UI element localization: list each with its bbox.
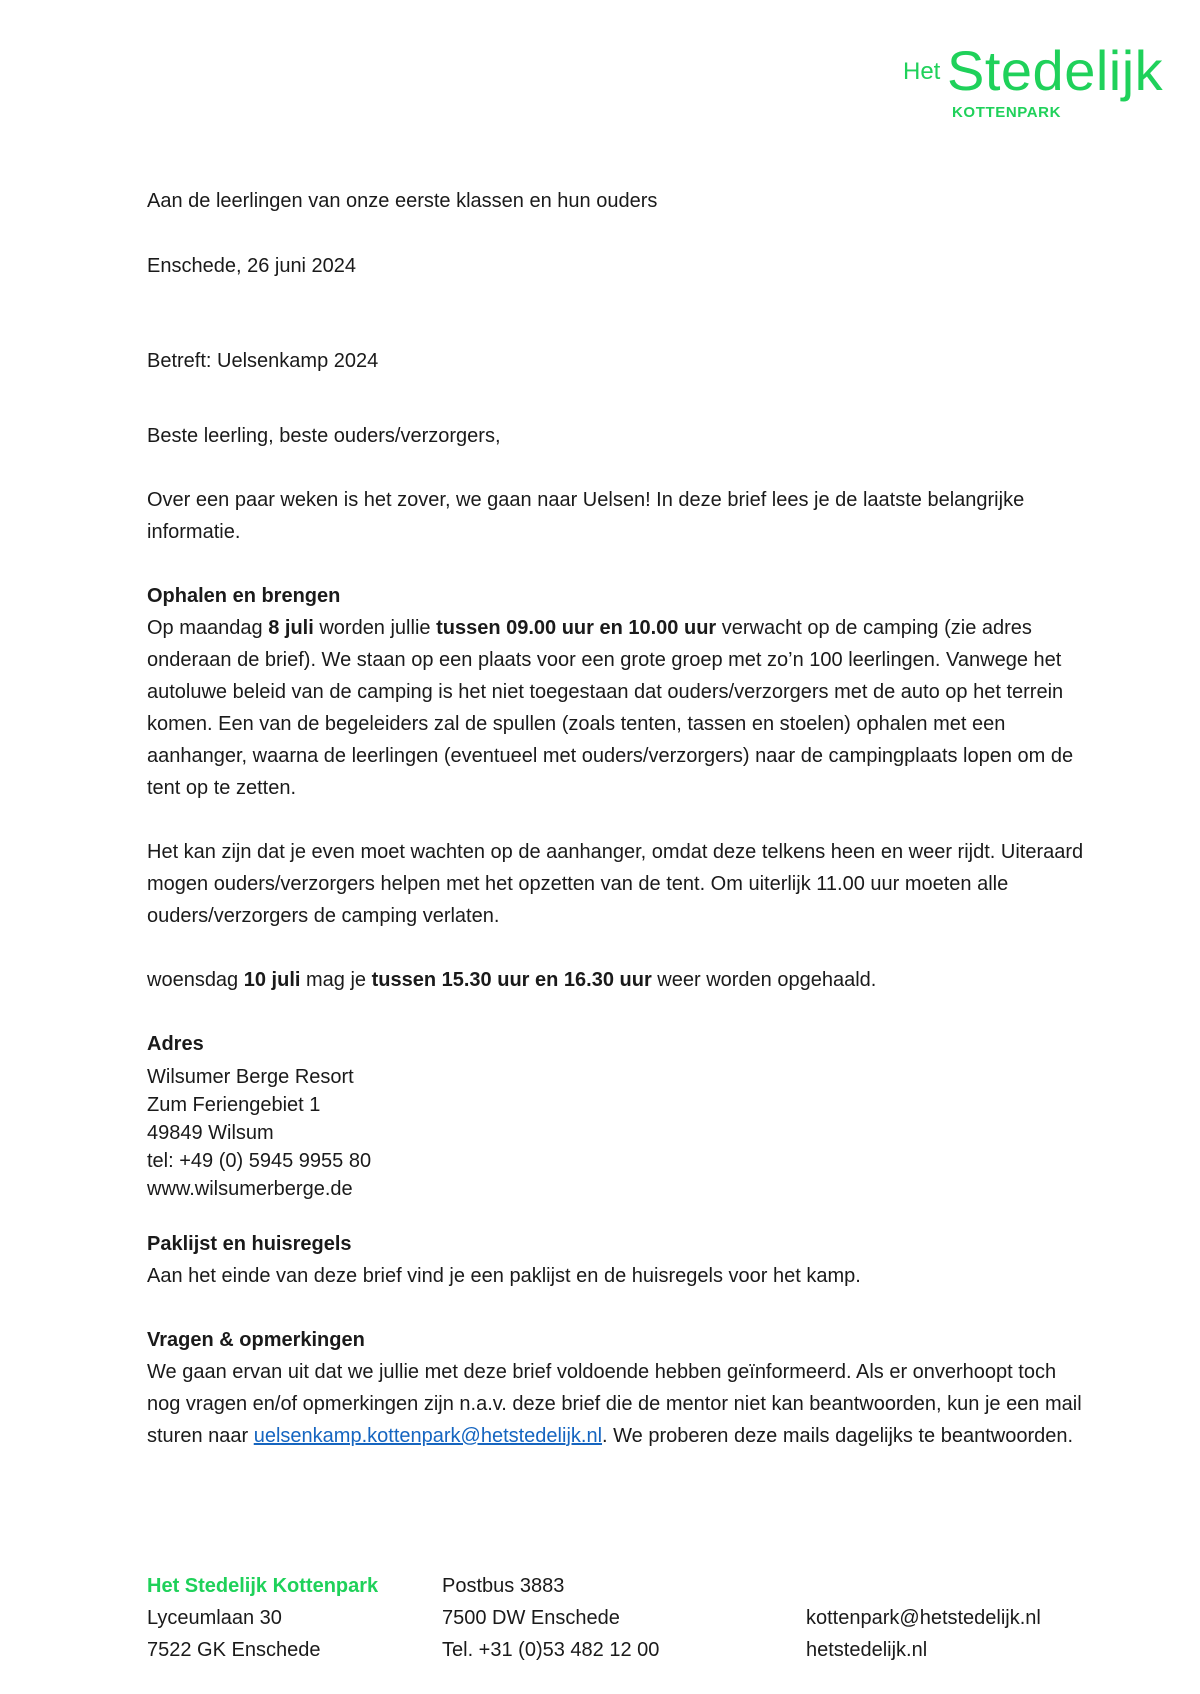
- address-line: Zum Feriengebiet 1: [147, 1094, 321, 1116]
- email-link[interactable]: uelsenkamp.kottenpark@hetstedelijk.nl: [253, 1425, 603, 1447]
- footer-column-postal: [442, 1570, 659, 1666]
- footer-postal-city: 7500 DW Enschede: [442, 1607, 620, 1629]
- footer-email[interactable]: kottenpark@hetstedelijk.nl: [806, 1607, 1041, 1629]
- footer-city: 7522 GK Enschede: [147, 1639, 321, 1661]
- pickup-paragraph-2: Het kan zijn dat je even moet wachten op de aanhanger, omdat deze telkens heen en weer rijdt. Uiteraard mogen ouders/verzorgers helpen met het opzetten van de tent. Om uiterlijk 11.00 uur moeten alle ouders/verzorgers de camping verlaten.: [147, 841, 1084, 927]
- questions-paragraph: We gaan ervan uit dat we jullie met deze brief voldoende hebben geïnformeerd. Als er onverhoopt toch nog vragen en/of opmerkingen zijn n.a.v. deze brief die de mentor niet kan beantwoorden, kun je een mail sturen naar uelsenkamp.kottenpark@hetstedelijk.nl. We proberen deze mails dagelijks te beantwoorden.: [147, 1361, 1082, 1447]
- pickup-paragraph-3: woensdag 10 juli mag je tussen 15.30 uur en 16.30 uur weer worden opgehaald.: [147, 969, 877, 991]
- pickup-heading: Ophalen en brengen: [147, 585, 341, 607]
- footer-column-contact: [806, 1602, 1041, 1666]
- address-line: www.wilsumerberge.de: [147, 1178, 353, 1200]
- footer-school-name: Het Stedelijk Kottenpark: [147, 1575, 379, 1597]
- footer-street: Lyceumlaan 30: [147, 1607, 282, 1629]
- footer-column-school: [147, 1570, 378, 1666]
- questions-heading: Vragen & opmerkingen: [147, 1329, 365, 1351]
- logo-het: Het: [903, 58, 941, 85]
- date-line: Enschede, 26 juni 2024: [147, 255, 357, 277]
- greeting: Beste leerling, beste ouders/verzorgers,: [147, 425, 501, 447]
- packing-heading: Paklijst en huisregels: [147, 1233, 352, 1255]
- pickup-paragraph-1: Op maandag 8 juli worden jullie tussen 09.00 uur en 10.00 uur verwacht op de camping (zie adres onderaan de brief). We staan op een plaats voor een grote groep met zo’n 100 leerlingen. Vanwege het autoluwe beleid van de camping is het niet toegestaan dat ouders/verzorgers met de auto op het terrein komen. Een van de begeleiders zal de spullen (zoals tenten, tassen en stoelen) ophalen met een aanhanger, waarna de leerlingen (eventueel met ouders/verzorgers) naar de campingplaats lopen om de tent op te zetten.: [147, 617, 1074, 799]
- logo-name: Stedelijk: [947, 39, 1164, 102]
- subject-line: Betreft: Uelsenkamp 2024: [147, 350, 379, 372]
- footer-phone: Tel. +31 (0)53 482 12 00: [442, 1639, 660, 1661]
- address-line: 49849 Wilsum: [147, 1122, 274, 1144]
- logo-subtitle: KOTTENPARK: [952, 104, 1062, 121]
- address-block: [147, 1063, 371, 1203]
- footer-postbus: Postbus 3883: [442, 1575, 565, 1597]
- recipient-line: Aan de leerlingen van onze eerste klassen en hun ouders: [147, 190, 658, 212]
- packing-text: Aan het einde van deze brief vind je een paklijst en de huisregels voor het kamp.: [147, 1265, 861, 1287]
- footer-website[interactable]: hetstedelijk.nl: [806, 1639, 928, 1661]
- address-line: tel: +49 (0) 5945 9955 80: [147, 1150, 372, 1172]
- intro-paragraph: Over een paar weken is het zover, we gaan naar Uelsen! In deze brief lees je de laatste belangrijke informatie.: [147, 489, 1025, 543]
- address-line: Wilsumer Berge Resort: [147, 1066, 354, 1088]
- school-logo: [903, 39, 1164, 124]
- address-heading: Adres: [147, 1033, 204, 1055]
